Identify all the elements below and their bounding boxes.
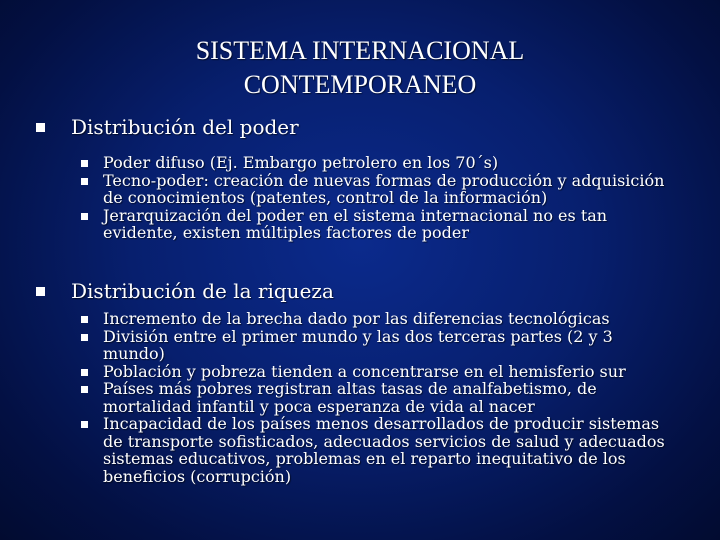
square-bullet-icon [81, 316, 88, 323]
list-item: Incapacidad de los países menos desarrollados de producir sistemas de transporte sofisticados, adecuados servicios de salud y adecuados sistemas educativos, problemas en el reparto inequitativo de los beneficios (corrupción) [0, 415, 720, 485]
section-heading: Distribución del poder [0, 114, 720, 142]
slide-title [60, 34, 660, 102]
square-bullet-icon [81, 369, 88, 376]
section-heading: Distribución de la riqueza [0, 278, 720, 306]
square-bullet-icon [81, 421, 88, 428]
list-item: Incremento de la brecha dado por las diferencias tecnológicas [0, 310, 720, 328]
title-line-2: CONTEMPORANEO [243, 70, 477, 99]
square-bullet-icon [81, 178, 88, 185]
list-item: Países más pobres registran altas tasas de analfabetismo, de mortalidad infantil y poca esperanza de vida al nacer [0, 380, 720, 415]
section-distribucion-riqueza [0, 278, 720, 485]
list-item: Poder difuso (Ej. Embargo petrolero en los 70´s) [0, 154, 720, 172]
list-item: Jerarquización del poder en el sistema internacional no es tan evidente, existen múltiples factores de poder [0, 207, 720, 242]
square-bullet-icon [81, 213, 88, 220]
square-bullet-icon [81, 386, 88, 393]
list-item: Tecno-poder: creación de nuevas formas de producción y adquisición de conocimientos (patentes, control de la información) [0, 172, 720, 207]
square-bullet-icon [81, 334, 88, 341]
list-item: Población y pobreza tienden a concentrarse en el hemisferio sur [0, 363, 720, 381]
square-bullet-icon [81, 160, 88, 167]
square-bullet-icon [36, 287, 45, 296]
square-bullet-icon [36, 123, 45, 132]
list-item: División entre el primer mundo y las dos terceras partes (2 y 3 mundo) [0, 328, 720, 363]
title-line-1: SISTEMA INTERNACIONAL [195, 36, 525, 65]
section-distribucion-poder [0, 114, 720, 242]
